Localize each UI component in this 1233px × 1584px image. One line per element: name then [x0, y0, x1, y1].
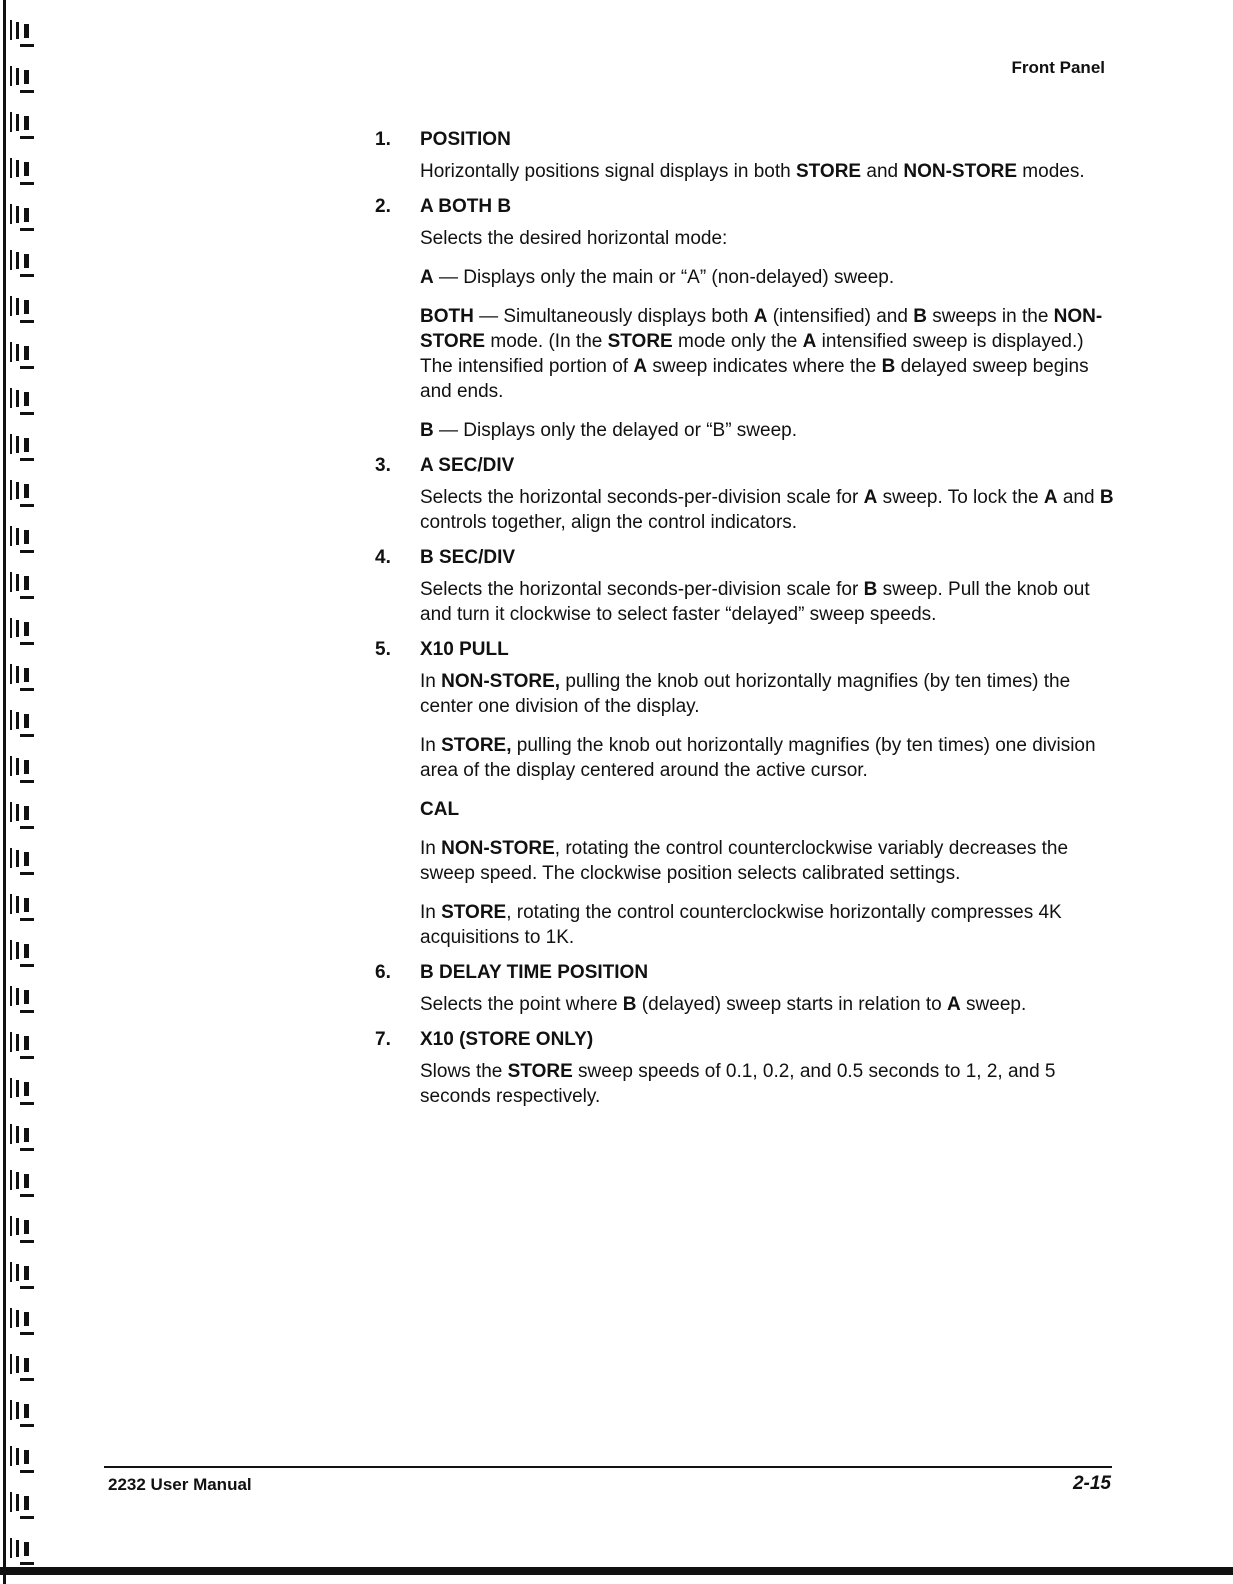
- item-description: [420, 900, 1115, 950]
- text-run: (intensified) and: [767, 306, 914, 327]
- control-item: [375, 127, 1115, 184]
- item-description: [420, 485, 1115, 535]
- text-run: mode only the: [672, 331, 803, 352]
- bold-term: A: [633, 356, 648, 377]
- text-run: Slows the: [420, 1061, 508, 1082]
- item-number: 6.: [375, 962, 391, 983]
- bold-term: A: [1043, 487, 1058, 508]
- control-item: [375, 960, 1115, 1017]
- item-title: B DELAY TIME POSITION: [420, 962, 649, 983]
- bold-term: B: [863, 579, 878, 600]
- item-title: X10 (STORE ONLY): [420, 1029, 594, 1050]
- item-number: 3.: [375, 455, 391, 476]
- item-number: 7.: [375, 1029, 391, 1050]
- text-run: Selects the desired horizontal mode:: [420, 228, 728, 249]
- text-run: — Displays only the main or “A” (non-delayed) sweep.: [433, 267, 895, 288]
- bold-term: A: [420, 267, 434, 288]
- text-run: — Simultaneously displays both: [473, 306, 754, 327]
- item-subheading: CAL: [420, 799, 460, 820]
- control-item: [375, 1027, 1115, 1109]
- control-item: [375, 194, 1115, 443]
- bold-term: STORE: [441, 902, 507, 923]
- footer-manual-title: 2232 User Manual: [108, 1475, 252, 1494]
- item-description: [420, 669, 1115, 719]
- bold-term: A: [863, 487, 878, 508]
- binding-edge: [0, 0, 40, 1584]
- text-run: pulling the knob out horizontally magnifies (by ten times) the center one division of the display.: [420, 671, 1071, 717]
- bold-term: NON-STORE: [420, 306, 1103, 352]
- text-run: (delayed) sweep starts in relation to: [636, 994, 948, 1015]
- text-run: Horizontally positions signal displays in both: [420, 161, 796, 182]
- control-item: [375, 637, 1115, 950]
- item-description: [420, 304, 1115, 404]
- bold-term: BOTH: [420, 306, 474, 327]
- footer-rule: [104, 1466, 1112, 1468]
- text-run: pulling the knob out horizontally magnifies (by ten times) one division area of the display centered around the active cursor.: [420, 735, 1096, 781]
- item-number: 1.: [375, 129, 391, 150]
- item-number: 2.: [375, 196, 391, 217]
- text-run: sweep. Pull the knob out and turn it clockwise to select faster “delayed” sweep speeds.: [420, 579, 1090, 625]
- bold-term: NON-STORE: [441, 838, 555, 859]
- item-title: A SEC/DIV: [420, 455, 515, 476]
- bold-term: NON-STORE: [903, 161, 1018, 182]
- item-title: X10 PULL: [420, 639, 509, 660]
- text-run: In: [420, 671, 442, 692]
- text-run: — Displays only the delayed or “B” sweep.: [433, 420, 798, 441]
- control-item: [375, 453, 1115, 535]
- text-run: mode. (In the: [485, 331, 608, 352]
- bold-term: B: [1099, 487, 1114, 508]
- text-run: Selects the horizontal seconds-per-division scale for: [420, 487, 864, 508]
- item-description: [420, 265, 1115, 290]
- text-run: sweep.: [960, 994, 1027, 1015]
- footer-page-number: 2-15: [1072, 1473, 1111, 1494]
- text-run: controls together, align the control indicators.: [420, 512, 798, 533]
- section-header: Front Panel: [1011, 58, 1105, 77]
- text-run: delayed sweep begins and ends.: [420, 356, 1089, 402]
- item-description: [420, 836, 1115, 886]
- text-run: intensified sweep is displayed.) The intensified portion of: [420, 331, 1084, 377]
- control-item: [375, 545, 1115, 627]
- item-title: A BOTH B: [420, 196, 512, 217]
- bold-term: STORE: [507, 1061, 573, 1082]
- text-run: and: [1057, 487, 1100, 508]
- item-description: [420, 1059, 1115, 1109]
- bold-term: NON-STORE,: [441, 671, 561, 692]
- bold-term: A: [947, 994, 961, 1015]
- text-run: sweep indicates where the: [647, 356, 882, 377]
- item-description: [420, 577, 1115, 627]
- text-run: In: [420, 902, 442, 923]
- item-title: B SEC/DIV: [420, 547, 516, 568]
- item-description: [420, 159, 1115, 184]
- text-run: sweep speeds of 0.1, 0.2, and 0.5 seconds to 1, 2, and 5 seconds respectively.: [420, 1061, 1056, 1107]
- bold-term: B: [881, 356, 896, 377]
- text-run: sweep. To lock the: [877, 487, 1044, 508]
- control-descriptions: [375, 127, 1115, 1119]
- item-description: [420, 226, 1115, 251]
- text-run: , rotating the control counterclockwise variably decreases the sweep speed. The clockwise position selects calibrated settings.: [420, 838, 1069, 884]
- item-title: POSITION: [420, 129, 511, 150]
- item-description: [420, 992, 1115, 1017]
- text-run: modes.: [1017, 161, 1085, 182]
- text-run: , rotating the control counterclockwise horizontally compresses 4K acquisitions to 1K.: [420, 902, 1062, 948]
- bold-term: A: [753, 306, 768, 327]
- bold-term: B: [420, 420, 434, 441]
- item-description: [420, 418, 1115, 443]
- bold-term: STORE,: [441, 735, 512, 756]
- text-run: In: [420, 735, 442, 756]
- item-number: 4.: [375, 547, 391, 568]
- text-run: Selects the point where: [420, 994, 623, 1015]
- item-number: 5.: [375, 639, 391, 660]
- bold-term: STORE: [607, 331, 673, 352]
- text-run: and: [861, 161, 904, 182]
- item-description: [420, 733, 1115, 783]
- bold-term: STORE: [795, 161, 862, 182]
- text-run: Selects the horizontal seconds-per-division scale for: [420, 579, 864, 600]
- text-run: sweeps in the: [926, 306, 1054, 327]
- bold-term: B: [622, 994, 637, 1015]
- bold-term: B: [913, 306, 927, 327]
- bold-term: A: [802, 331, 817, 352]
- text-run: In: [420, 838, 442, 859]
- page-bottom-edge: [0, 1559, 1233, 1584]
